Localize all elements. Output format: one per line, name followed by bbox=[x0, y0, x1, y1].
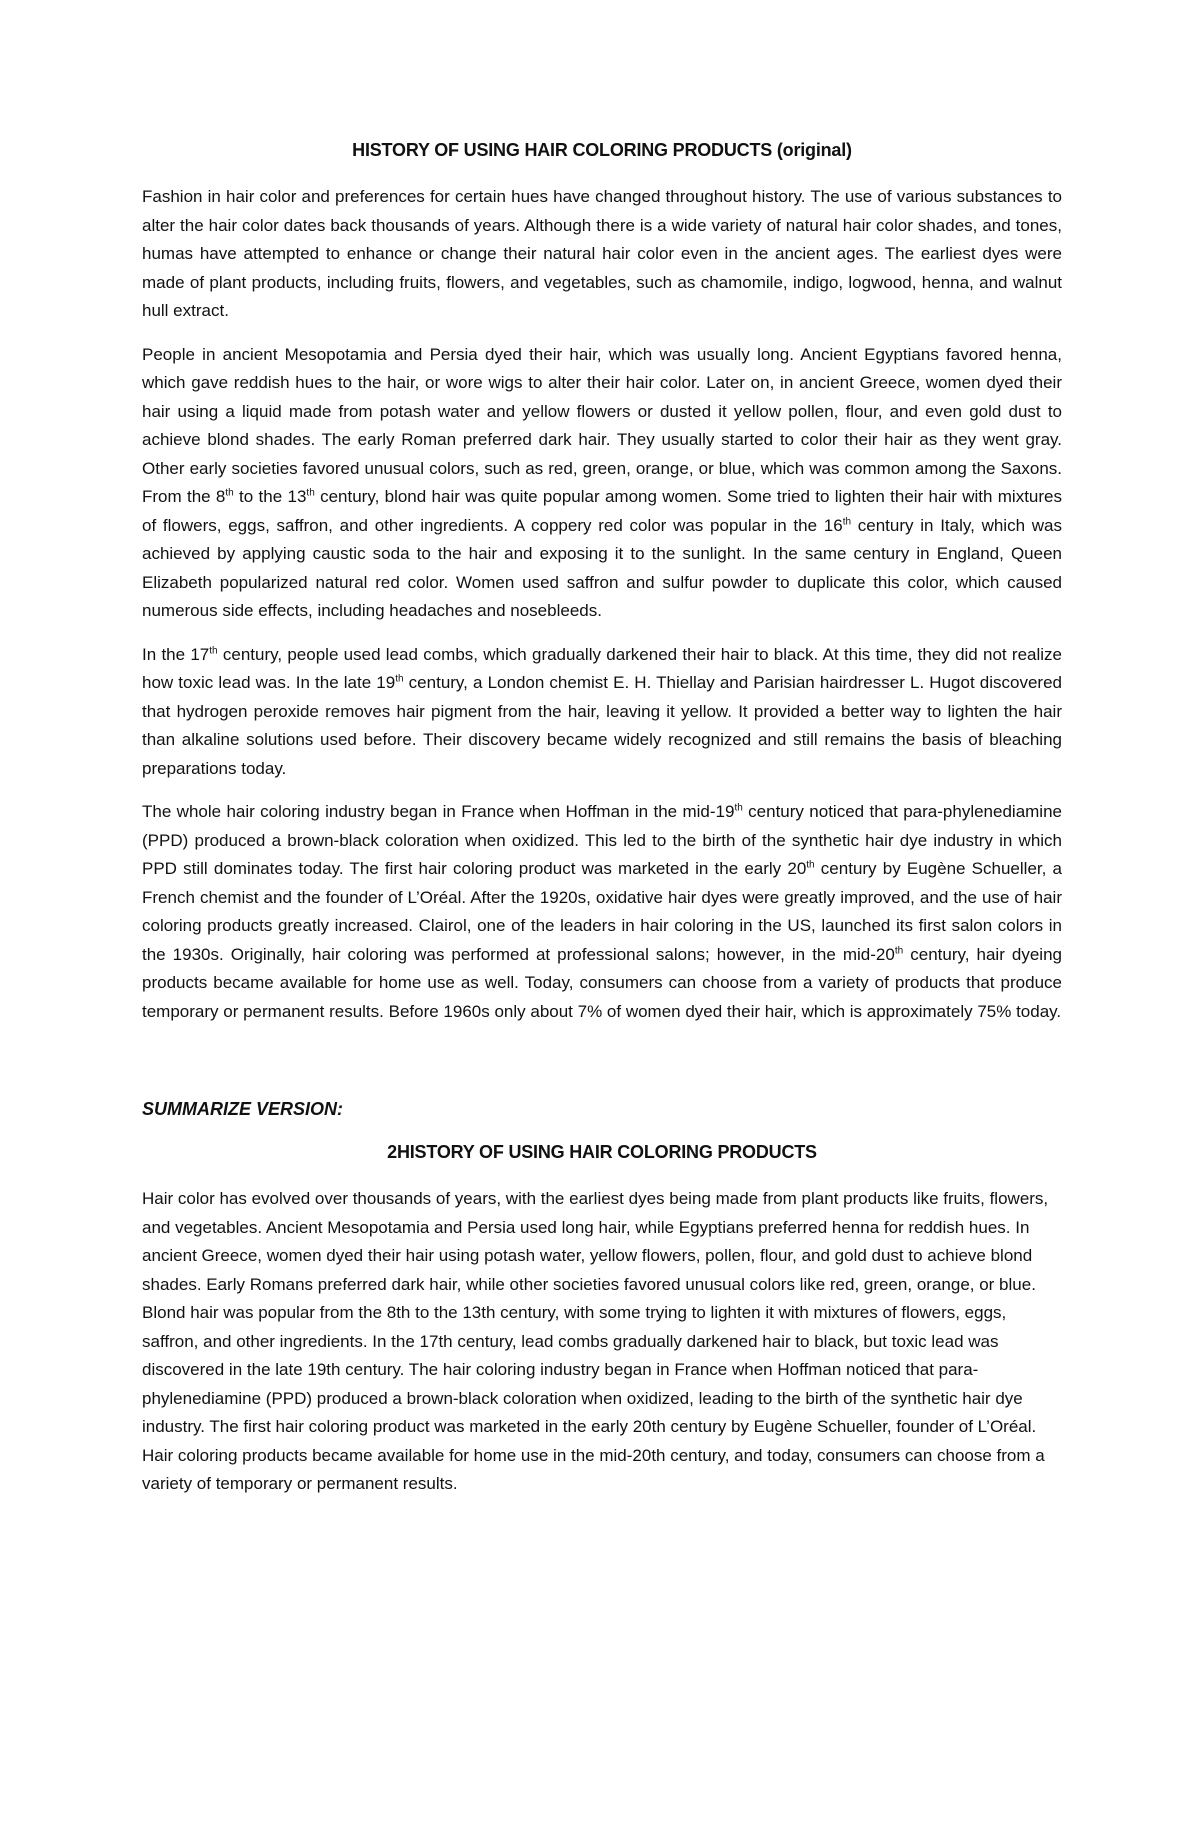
text-run: century, blond hair was quite popular among women. Some tried to lighten their hair with mixtures of flowers, eggs, saffron, and other ingredients. A coppery red color was popular in the 16 bbox=[142, 487, 1062, 535]
ordinal-suffix: th bbox=[734, 802, 743, 814]
text-run: The whole hair coloring industry began in France when Hoffman in the mid-19 bbox=[142, 802, 735, 821]
summary-label: SUMMARIZE VERSION: bbox=[142, 1099, 344, 1119]
ordinal-suffix: th bbox=[209, 644, 218, 656]
original-paragraph-3 bbox=[142, 641, 1062, 784]
ordinal-suffix: th bbox=[225, 487, 234, 499]
text-run: century in Italy, which was achieved by applying caustic soda to the hair and exposing it to the sunlight. In the same century in England, Queen Elizabeth popularized natural red color. Women used saffron and sulfur powder to duplicate this color, which caused numerous side effects, including headaches and nosebleeds. bbox=[142, 515, 1062, 620]
text-run: People in ancient Mesopotamia and Persia dyed their hair, which was usually long. Ancient Egyptians favored henna, which gave reddish hues to the hair, or wore wigs to alter their hair color. Later on, in ancient Greece, women dyed their hair using a liquid made from potash water and yellow flowers or dusted it yellow pollen, flour, and even gold dust to achieve blond shades. The early Roman preferred dark hair. They usually started to color their hair as they went gray. Other early societies favored unusual colors, such as red, green, orange, or blue, which was common among the Saxons. From the 8 bbox=[142, 344, 1062, 506]
summary-paragraph: Hair color has evolved over thousands of years, with the earliest dyes being made from plant products like fruits, flowers, and vegetables. Ancient Mesopotamia and Persia used long hair, while Egyptians preferred henna for reddish hues. In ancient Greece, women dyed their hair using potash water, yellow flowers, pollen, flour, and gold dust to achieve blond shades. Early Romans preferred dark hair, while other societies favored unusual colors like red, green, orange, or blue. Blond hair was popular from the 8th to the 13th century, with some trying to lighten it with mixtures of flowers, eggs, saffron, and other ingredients. In the 17th century, lead combs gradually darkened hair to black, but toxic lead was discovered in the late 19th century. The hair coloring industry began in France when Hoffman noticed that para-phylenediamine (PPD) produced a brown-black coloration when oxidized, leading to the birth of the synthetic hair dye industry. The first hair coloring product was marketed in the early 20th century by Eugène Schueller, founder of L’Oréal. Hair coloring products became available for home use in the mid-20th century, and today, consumers can choose from a variety of temporary or permanent results. bbox=[142, 1189, 1049, 1493]
summary-title: 2HISTORY OF USING HAIR COLORING PRODUCTS bbox=[387, 1142, 817, 1162]
section-spacer bbox=[142, 1041, 1062, 1099]
text-run: Fashion in hair color and preferences for certain hues have changed throughout history. The use of various substances to alter the hair color dates back thousands of years. Although there is a wide variety of natural hair color shades, and tones, humas have attempted to enhance or change their natural hair color even in the ancient ages. The earliest dyes were made of plant products, including fruits, flowers, and vegetables, such as chamomile, indigo, logwood, henna, and walnut hull extract. bbox=[142, 187, 1062, 320]
text-run: century, a London chemist E. H. Thiellay and Parisian hairdresser L. Hugot discovered that hydrogen peroxide removes hair pigment from the hair, leaving it yellow. It provided a better way to lighten the hair than alkaline solutions used before. Their discovery became widely recognized and still remains the basis of bleaching preparations today. bbox=[142, 673, 1062, 778]
original-paragraph-1 bbox=[142, 183, 1062, 326]
ordinal-suffix: th bbox=[395, 673, 404, 685]
text-run: In the 17 bbox=[142, 644, 210, 664]
ordinal-suffix: th bbox=[894, 944, 904, 956]
ordinal-suffix: th bbox=[806, 859, 815, 871]
original-paragraph-2 bbox=[142, 341, 1062, 626]
document-body bbox=[142, 140, 1062, 1514]
original-title: HISTORY OF USING HAIR COLORING PRODUCTS (original) bbox=[352, 140, 852, 160]
text-run: to the 13 bbox=[233, 487, 307, 506]
text-run: century, people used lead combs, which gradually darkened their hair to black. At this time, they did not realize how toxic lead was. In the late 19 bbox=[142, 644, 1063, 692]
ordinal-suffix: th bbox=[306, 487, 315, 499]
ordinal-suffix: th bbox=[842, 515, 852, 527]
text-run: century noticed that para-phylenediamine (PPD) produced a brown-black coloration when oxidized. This led to the birth of the synthetic hair dye industry in which PPD still dominates today. The first hair coloring product was marketed in the early 20 bbox=[142, 802, 1062, 878]
text-run: century by Eugène Schueller, a French chemist and the founder of L’Oréal. After the 1920s, oxidative hair dyes were greatly improved, and the use of hair coloring products greatly increased. Clairol, one of the leaders in hair coloring in the US, launched its first salon colors in the 1930s. Originally, hair coloring was performed at professional salons; however, in the mid-20 bbox=[142, 859, 1062, 964]
original-paragraph-4 bbox=[142, 798, 1062, 1026]
text-run: century, hair dyeing products became available for home use as well. Today, consumers can choose from a variety of products that produce temporary or permanent results. Before 1960s only about 7% of women dyed their hair, which is approximately 75% today. bbox=[142, 944, 1062, 1021]
